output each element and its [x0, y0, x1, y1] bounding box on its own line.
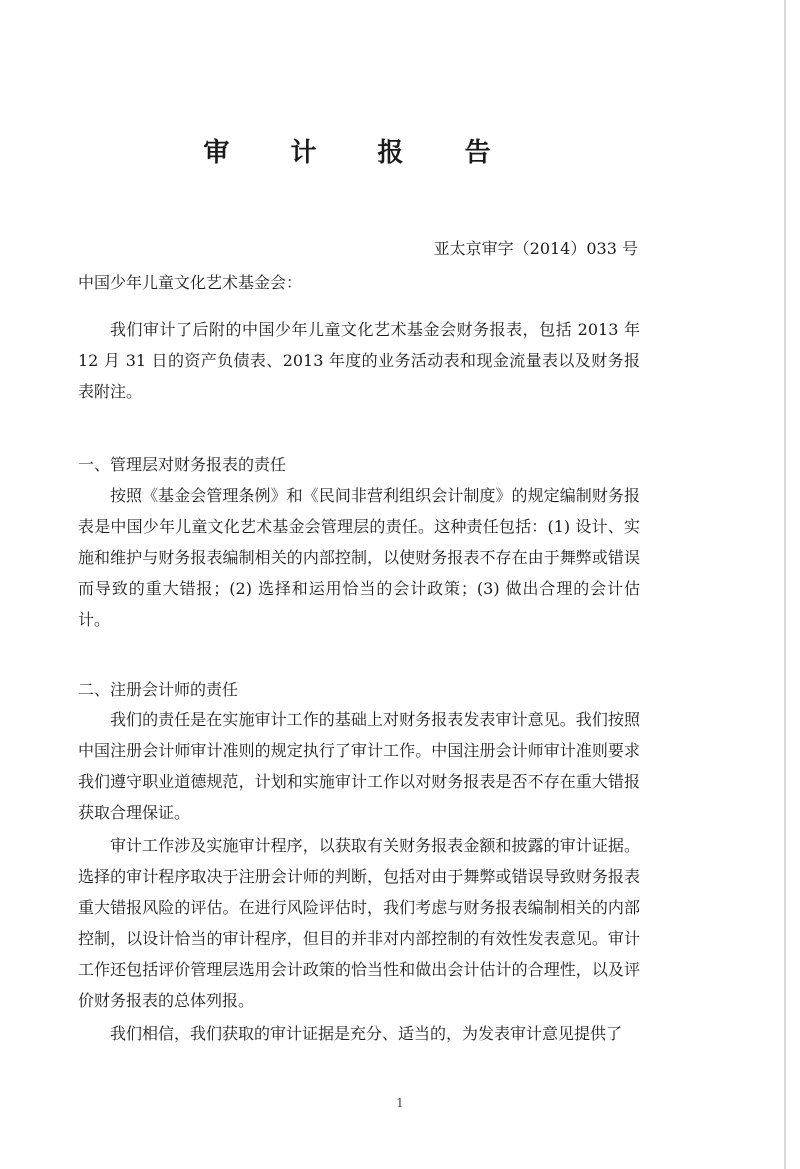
- section-2-heading: 二、注册会计师的责任: [78, 680, 239, 699]
- section-1-heading: 一、管理层对财务报表的责任: [78, 455, 287, 474]
- section-1-paragraph: 按照《基金会管理条例》和《民间非营利组织会计制度》的规定编制财务报表是中国少年儿童文化艺术基金会管理层的责任。这种责任包括：(1) 设计、实施和维护与财务报表编制相关的内部控制，以使财务报表不存在由于舞弊或错误而导致的重大错报；(2) 选择和运用恰当的会计政策；(3) 做出合理的会计估计。: [78, 486, 640, 629]
- intro-paragraph: 我们审计了后附的中国少年儿童文化艺术基金会财务报表，包括 2013 年 12 月 31 日的资产负债表、2013 年度的业务活动表和现金流量表以及财务报表附注。: [78, 320, 640, 401]
- section-2-paragraph-1: 我们的责任是在实施审计工作的基础上对财务报表发表审计意见。我们按照中国注册会计师审计准则的规定执行了审计工作。中国注册会计师审计准则要求我们遵守职业道德规范，计划和实施审计工作以对财务报表是否不存在重大错报获取合理保证。: [78, 710, 640, 822]
- reference-number: 亚太京审字（2014）033 号: [433, 239, 638, 258]
- scan-edge-line: [784, 0, 786, 1169]
- page-number: 1: [396, 1096, 404, 1110]
- section-2-paragraph-3: 我们相信，我们获取的审计证据是充分、适当的，为发表审计意见提供了: [110, 1024, 623, 1043]
- section-1-block: [78, 480, 640, 635]
- report-title: 审 计 报 告: [203, 138, 517, 168]
- intro-block: [78, 314, 640, 407]
- section-2-block: [78, 704, 640, 1049]
- addressee: 中国少年儿童文化艺术基金会：: [78, 273, 303, 292]
- section-2-paragraph-2: 审计工作涉及实施审计程序，以获取有关财务报表金额和披露的审计证据。选择的审计程序取决于注册会计师的判断，包括对由于舞弊或错误导致财务报表重大错报风险的评估。在进行风险评估时，我们考虑与财务报表编制相关的内部控制，以设计恰当的审计程序，但目的并非对内部控制的有效性发表意见。审计工作还包括评价管理层选用会计政策的恰当性和做出会计估计的合理性，以及评价财务报表的总体列报。: [78, 836, 640, 1010]
